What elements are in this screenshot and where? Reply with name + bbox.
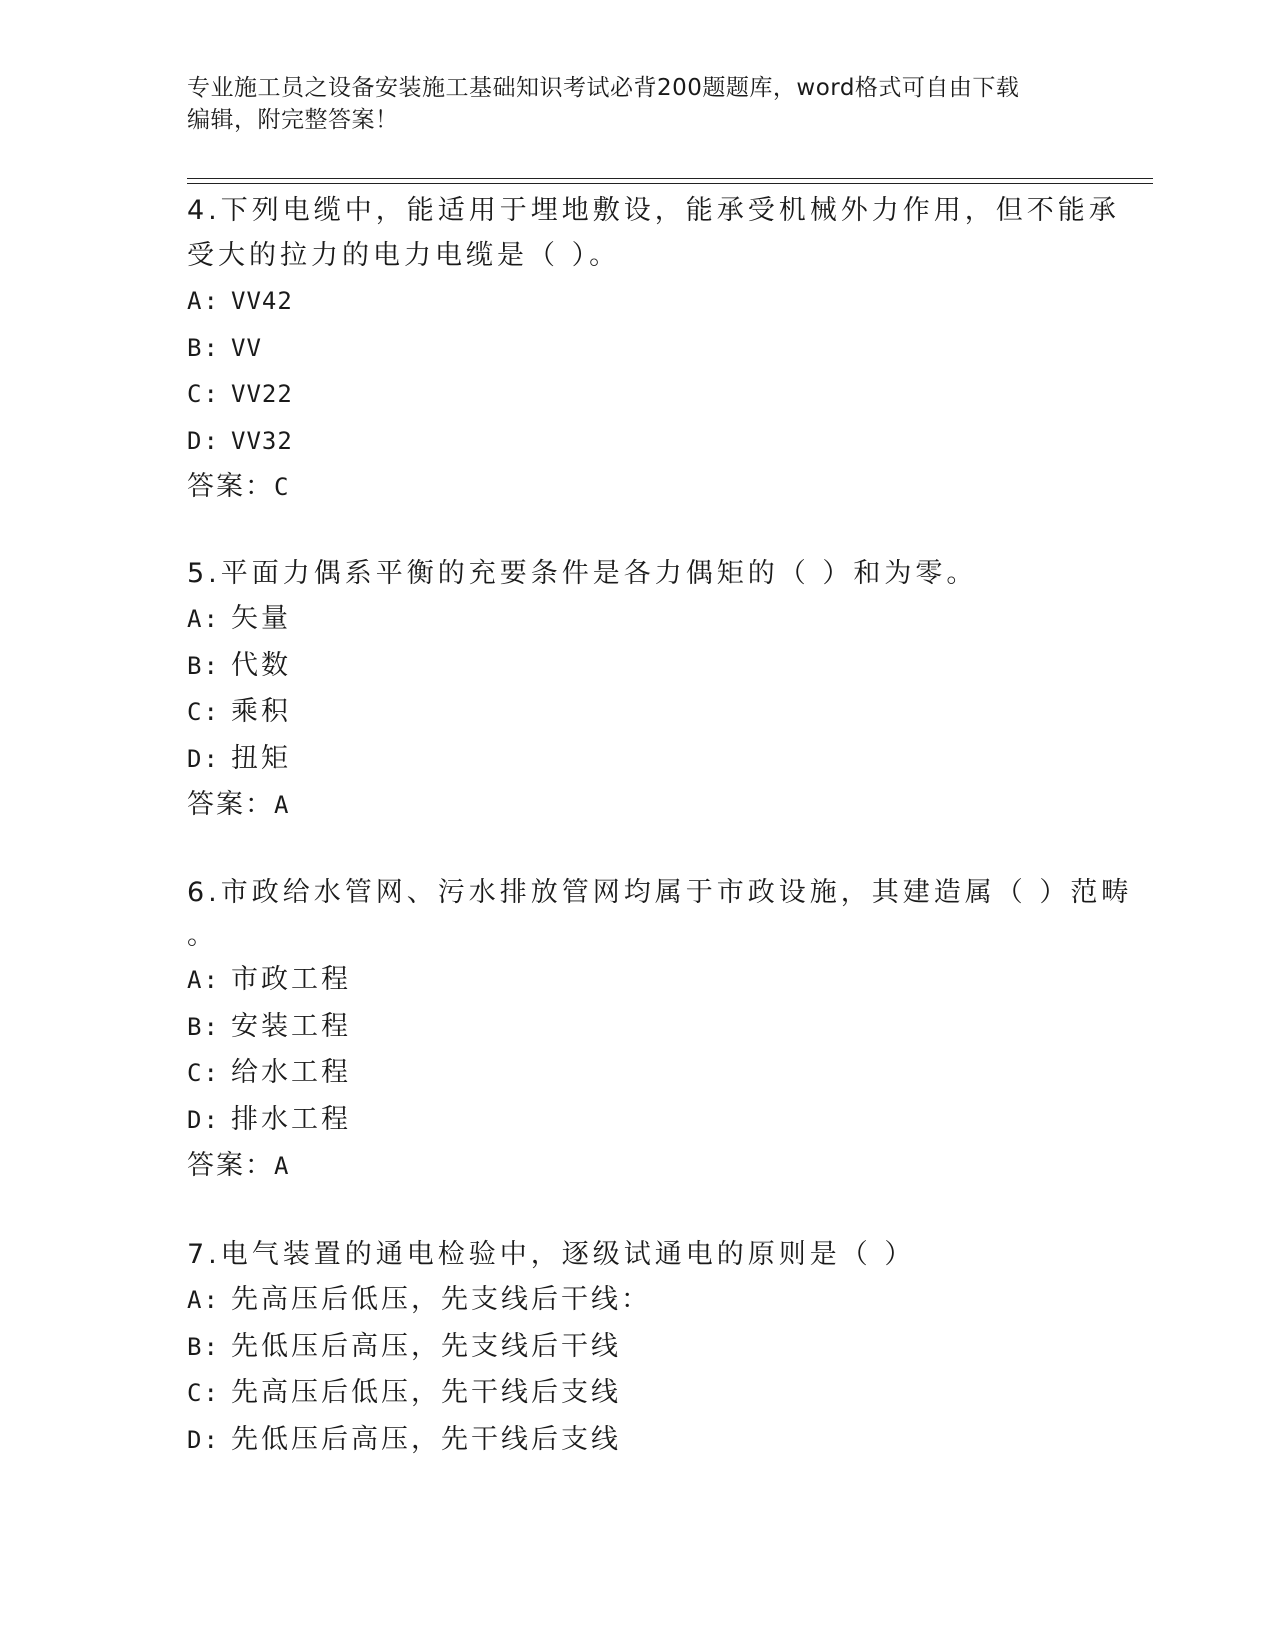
answer-value: A (274, 791, 289, 819)
question-stem-line: 5.平面力偶系平衡的充要条件是各力偶矩的（ ）和为零。 (187, 558, 978, 589)
option-text: VV42 (231, 287, 293, 315)
option-letter: C: (187, 1379, 220, 1407)
answer (187, 464, 1087, 510)
option-letter: B: (187, 333, 220, 362)
answer-value: A (274, 1152, 289, 1180)
option-text: 先低压后高压，先支线后干线 (231, 1330, 621, 1362)
header-divider-bottom (187, 183, 1153, 184)
option-letter: C: (187, 380, 220, 408)
option-text: 市政工程 (231, 964, 351, 995)
question-5 (187, 551, 1087, 828)
header-divider-top (187, 178, 1153, 179)
option-letter: A: (187, 1286, 220, 1314)
option-text: 扭矩 (231, 742, 291, 774)
option-d (187, 1097, 1087, 1144)
question-stem (187, 1232, 1087, 1277)
option-letter: D: (187, 426, 220, 455)
question-7 (187, 1232, 1087, 1463)
answer-label: 答案： (187, 789, 274, 820)
option-letter: A: (187, 287, 220, 315)
question-stem (187, 551, 1087, 596)
option-letter: B: (187, 1332, 220, 1361)
option-letter: B: (187, 1012, 220, 1041)
option-b (187, 1324, 1087, 1371)
option-d (187, 736, 1087, 783)
option-c (187, 1050, 1087, 1097)
question-stem-line: 受大的拉力的电力电缆是（ ）。 (187, 240, 621, 271)
document-header (187, 72, 1067, 136)
option-b (187, 325, 1087, 372)
option-letter: D: (187, 1425, 220, 1454)
option-text: VV (231, 333, 262, 362)
question-6 (187, 870, 1133, 1189)
option-b (187, 643, 1087, 690)
answer-value: C (274, 473, 289, 501)
option-a (187, 278, 1087, 325)
option-c (187, 689, 1087, 736)
answer (187, 1143, 1087, 1189)
option-text: 安装工程 (231, 1010, 351, 1042)
option-d (187, 1417, 1087, 1464)
option-text: 先低压后高压，先干线后支线 (231, 1423, 621, 1455)
option-text: 排水工程 (231, 1103, 351, 1135)
question-stem-line: 7.电气装置的通电检验中，逐级试通电的原则是（ ） (187, 1239, 916, 1270)
option-text: VV22 (231, 380, 293, 408)
answer (187, 782, 1087, 828)
option-letter: D: (187, 744, 220, 773)
answer-label: 答案： (187, 471, 274, 502)
option-letter: B: (187, 651, 220, 680)
option-text: 矢量 (231, 603, 291, 634)
option-c (187, 371, 1087, 418)
question-4 (187, 188, 1120, 510)
option-letter: D: (187, 1105, 220, 1134)
option-text: VV32 (231, 426, 293, 455)
question-stem-line: 4.下列电缆中，能适用于埋地敷设，能承受机械外力作用，但不能承 (187, 195, 1120, 226)
option-text: 先高压后低压，先干线后支线 (231, 1377, 621, 1408)
question-stem (187, 870, 1133, 957)
option-text: 代数 (231, 649, 291, 681)
option-letter: A: (187, 966, 220, 994)
option-text: 给水工程 (231, 1057, 351, 1088)
option-text: 乘积 (231, 696, 291, 727)
question-stem (187, 188, 1120, 278)
option-letter: A: (187, 605, 220, 633)
option-a (187, 957, 1087, 1004)
option-c (187, 1370, 1087, 1417)
header-title-line-1: 专业施工员之设备安装施工基础知识考试必背200题题库，word格式可自由下载 (187, 75, 1020, 101)
header-title-line-2: 编辑，附完整答案！ (187, 107, 399, 133)
option-letter: C: (187, 698, 220, 726)
answer-label: 答案： (187, 1150, 274, 1181)
option-b (187, 1004, 1087, 1051)
question-stem-line: 6.市政给水管网、污水排放管网均属于市政设施，其建造属（ ）范畴 (187, 877, 1133, 908)
option-a (187, 596, 1087, 643)
question-stem-line: 。 (187, 920, 218, 951)
option-d (187, 418, 1087, 465)
option-letter: C: (187, 1059, 220, 1087)
option-text: 先高压后低压，先支线后干线： (231, 1284, 651, 1315)
option-a (187, 1277, 1087, 1324)
